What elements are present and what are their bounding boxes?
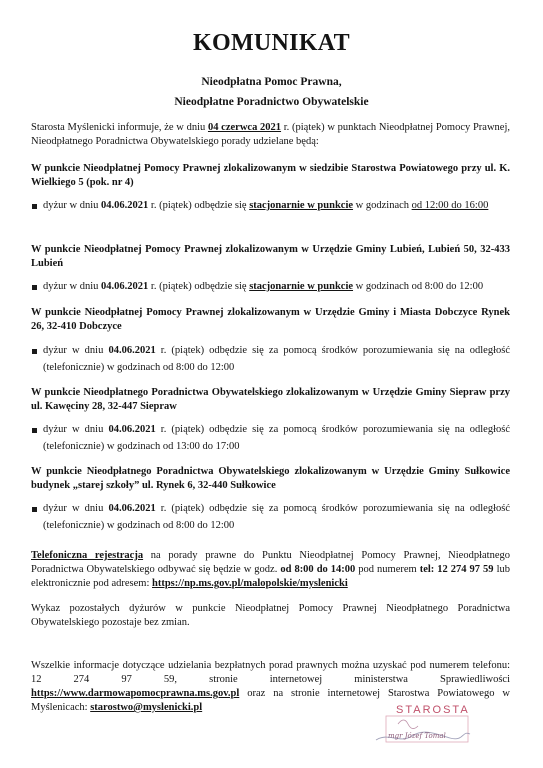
- section-4-bullet: [31, 422, 510, 455]
- stamp-label: STAROSTA: [396, 704, 470, 716]
- section-2-heading: W punkcie Nieodpłatnej Pomocy Prawnej zlokalizowanym w Urzędzie Gminy Lubień, Lubień 50, 32-433 Lubień: [31, 244, 510, 269]
- s3-pre: dyżur w dniu: [43, 345, 109, 356]
- bullet-square-icon: [32, 204, 37, 209]
- section-5-bullet: [31, 501, 510, 534]
- s4-date: 04.06.2021: [108, 424, 156, 435]
- footer-ministry-link[interactable]: https://www.darmowapomocprawna.ms.gov.pl: [31, 688, 240, 699]
- s1-pre: dyżur w dniu: [43, 200, 102, 211]
- registration-hours: od 8:00 do 14:00: [280, 564, 356, 575]
- s2-mode: stacjonarnie w punkcie: [249, 281, 354, 292]
- document-subtitle-1: Nieodpłatna Pomoc Prawna,: [201, 76, 342, 88]
- bullet-square-icon: [32, 507, 37, 512]
- s1-post: w godzinach: [353, 200, 412, 211]
- s4-pre: dyżur w dniu: [43, 424, 109, 435]
- s3-text: r. (piątek) odbędzie się za pomocą środków porozumiewania się na odległość (telefonicznie) w godzinach od 8:00 do 12:00: [43, 345, 510, 373]
- section-1-bullet: [31, 198, 510, 215]
- s2-date: 04.06.2021: [101, 281, 149, 292]
- s3-date: 04.06.2021: [108, 345, 156, 356]
- s5-date: 04.06.2021: [108, 503, 156, 514]
- registration-text-b: pod numerem: [355, 564, 420, 575]
- remaining-paragraph: Wykaz pozostałych dyżurów w punkcie Nieodpłatnej Pomocy Prawnej Nieodpłatnego Poradnictwa Obywatelskiego pozostaje bez zmian.: [31, 603, 510, 628]
- section-5-heading: W punkcie Nieodpłatnego Poradnictwa Obywatelskiego zlokalizowanym w Urzędzie Gminy Sułkowice budynek „starej szkoły” ul. Rynek 6, 32-440 Sułkowice: [31, 466, 510, 491]
- s2-mid: r. (piątek) odbędzie się: [148, 281, 250, 292]
- section-2-bullet: [31, 279, 510, 296]
- registration-label: Telefoniczna rejestracja: [31, 550, 144, 561]
- intro-text-a: Starosta Myślenicki informuje, że w dniu: [31, 122, 208, 133]
- intro-date: 04 czerwca 2021: [207, 122, 282, 133]
- footer-text-b: oraz na stronie internetowej Starostwa Powiatowego w Myślenicach:: [31, 688, 510, 713]
- s1-mid: r. (piątek) odbędzie się: [148, 200, 250, 211]
- intro-text-b: r. (piątek) w punktach Nieodpłatnej Pomocy Prawnej, Nieodpłatnego Poradnictwa Obywatelskiego porady udzielane będą:: [31, 122, 510, 147]
- footer-text-a: Wszelkie informacje dotyczące udzielania bezpłatnych porad prawnych można uzyskać pod numerem telefonu: 12 274 97 59, stronie internetowej ministerstwa Sprawiedliwości: [31, 660, 510, 685]
- s1-date: 04.06.2021: [101, 200, 149, 211]
- registration-phone: tel: 12 274 97 59: [419, 564, 494, 575]
- s2-pre: dyżur w dniu: [43, 281, 102, 292]
- intro-paragraph: [31, 121, 510, 149]
- registration-paragraph: [31, 549, 510, 591]
- s1-hours: od 12:00 do 16:00: [411, 200, 489, 211]
- section-1-heading: W punkcie Nieodpłatnej Pomocy Prawnej zlokalizowanym w siedzibie Starostwa Powiatowego przy ul. K. Wielkiego 5 (pok. nr 4): [31, 163, 510, 188]
- footer-email-link[interactable]: starostwo@myslenicki.pl: [90, 702, 203, 713]
- registration-text-c: lub elektronicznie pod adresem:: [31, 564, 510, 589]
- section-3-bullet: [31, 343, 510, 376]
- registration-link[interactable]: https://np.ms.gov.pl/malopolskie/myslenicki: [152, 578, 348, 589]
- s1-mode: stacjonarnie w punkcie: [249, 200, 354, 211]
- s4-text: r. (piątek) odbędzie się za pomocą środków porozumiewania się na odległość (telefonicznie) w godzinach od 13:00 do 17:00: [43, 424, 510, 452]
- s5-pre: dyżur w dniu: [43, 503, 109, 514]
- registration-text-a: na porady prawne do Punktu Nieodpłatnej Pomocy Prawnej, Nieodpłatnego Poradnictwa Obywatelskiego odbywać się będzie w godz.: [31, 550, 510, 575]
- document-subtitle-2: Nieodpłatne Poradnictwo Obywatelskie: [174, 96, 369, 108]
- section-4-heading: W punkcie Nieodpłatnego Poradnictwa Obywatelskiego zlokalizowanym w Urzędzie Gminy Siepraw przy ul. Kawęciny 28, 32-447 Siepraw: [31, 387, 510, 412]
- bullet-square-icon: [32, 285, 37, 290]
- bullet-square-icon: [32, 349, 37, 354]
- bullet-square-icon: [32, 428, 37, 433]
- s2-post: w godzinach od 8:00 do 12:00: [353, 281, 484, 292]
- official-stamp: [358, 704, 478, 752]
- document-title: KOMUNIKAT: [193, 30, 350, 56]
- s5-text: r. (piątek) odbędzie się za pomocą środków porozumiewania się na odległość (telefonicznie) w godzinach od 8:00 do 12:00: [43, 503, 510, 531]
- stamp-signature: mgr Józef Tomal: [388, 732, 446, 740]
- section-3-heading: W punkcie Nieodpłatnej Pomocy Prawnej zlokalizowanym w Urzędzie Gminy i Miasta Dobczyce Rynek 26, 32-410 Dobczyce: [31, 307, 510, 332]
